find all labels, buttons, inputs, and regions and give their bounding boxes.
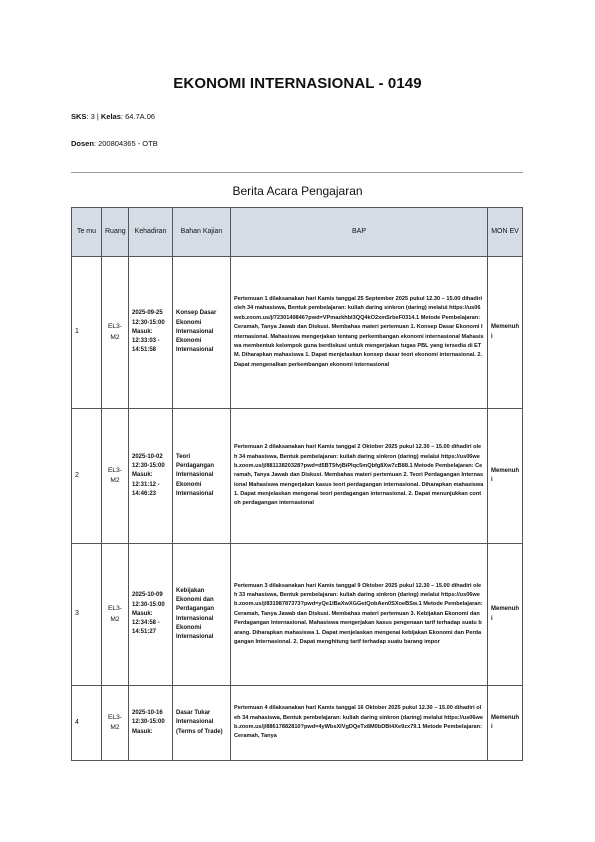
col-header-topic: Bahan Kajian — [173, 208, 231, 257]
bap-cell: Pertemuan 3 dilaksanakan hari Kamis tanggal 9 Oktober 2025 pukul 12.30 – 15.00 dihadiri oleh 33 mahasiswa, Bentuk pembelajaran: kuliah daring sinkron (daring) melalui https://us06web.zoom.us/j/83198787373?pwd=yQe1IBaXwXGGetQobAen0SXoeBSw.1 Metode Pembelajaran: Ceramah, Tanya Jawab dan Diskusi. Membahas materi pertemuan 3. Kebijakan Ekonomi dan Perdagangan Internasional. Mahasiswa mengerjakan kasus pengenaan tarif terhadap suatu barang. Diharapkan mahasiswa 1. Dapat menjelaskan mengenai kebijakan Ekonomi dan Perdagangan Internasional. 2. Dapat menghitung tarif terhadap suatu barang impor — [231, 544, 488, 686]
kelas-value: : 64.7A.06 — [120, 112, 156, 121]
room-cell: EL3-M2 — [102, 257, 129, 409]
col-header-attendance: Kehadiran — [129, 208, 173, 257]
meeting-number: 1 — [72, 257, 102, 409]
kelas-label: Kelas — [100, 112, 121, 121]
col-header-meeting: Te mu — [72, 208, 102, 257]
table-row — [72, 544, 523, 686]
sks-value: : 3 | — [86, 112, 101, 121]
attendance-cell: 2025-10-02 12:30-15:00 Masuk: 12:31:12 - 14:46:23 — [129, 409, 173, 544]
dosen-label: Dosen — [71, 139, 94, 148]
table-row — [72, 409, 523, 544]
section-title: Berita Acara Pengajaran — [232, 184, 363, 198]
meeting-number: 4 — [72, 686, 102, 761]
dosen-value: : 200804365 - OTB — [93, 139, 158, 148]
attendance-cell: 2025-10-09 12:30-15:00 Masuk: 12:34:58 - 14:51:27 — [129, 544, 173, 686]
col-header-bap: BAP — [231, 208, 488, 257]
col-header-room: Ruang — [102, 208, 129, 257]
monev-cell: Memenuhi — [488, 409, 523, 544]
topic-cell: Kebijakan Ekonomi dan Perdagangan Internasional Ekonomi Internasional — [173, 544, 231, 686]
monev-cell: Memenuhi — [488, 544, 523, 686]
table-row — [72, 686, 523, 761]
bap-cell: Pertemuan 2 dilaksanakan hari Kamis tanggal 2 Oktober 2025 pukul 12.30 – 15.00 dihadiri oleh 34 mahasiswa, Bentuk pembelajaran: kuliah daring sinkron (daring) melalui https://us06web.zoom.us/j/88113820328?pwd=d5BT5fvjBiPlqc5mQbfg8Xw7cB88.1 Metode Pembelajaran: Ceramah, Tanya Jawab dan Diskusi. Membahas materi pertemuan 2. Teori Perdagangan Internasional Mahasiswa mengerjakan kasus teori perdagangan internasional. Diharapkan mahasiswa 1. Dapat menjelaskan mengenai teori perdagangan internasional. 2. Dapat menunjukkan contoh perdagangan internasional — [231, 409, 488, 544]
page-title: EKONOMI INTERNASIONAL - 0149 — [173, 75, 422, 92]
room-cell: EL3-M2 — [102, 544, 129, 686]
bap-cell: Pertemuan 1 dilaksanakan hari Kamis tanggal 25 September 2025 pukul 12.30 – 15.00 dihadiri oleh 34 mahasiswa, Bentuk pembelajaran: kuliah daring sinkron (daring) melalui https://us06web.zoom.us/j/7230140846?pwd=VPmazkhbl3QQ4kO2xmSrbeF0314.1 Metode Pembelajaran: Ceramah, Tanya Jawab dan Diskusi. Membahas materi pertemuan 1. Konsep Dasar Ekonomi Internasional. Mahasiswa mengerjakan tentang perkembangan ekonomi internasional Mahasiswa membentuk kelompok guna berdiskusi untuk mengerjakan tugas PBL yang tersedia di ETM. Diharapkan mahasiswa 1. Dapat menjelaskan konsep dasar teori ekonomi internasional. 2. Dapat mengenalkan perkembangan ekonomi internasional — [231, 257, 488, 409]
attendance-cell: 2025-09-25 12:30-15:00 Masuk: 12:33:03 - 14:51:58 — [129, 257, 173, 409]
monev-cell: Memenuhi — [488, 686, 523, 761]
meeting-number: 3 — [72, 544, 102, 686]
topic-cell: Teori Perdagangan Internasional Ekonomi Internasional — [173, 409, 231, 544]
teaching-report-table — [71, 207, 523, 761]
attendance-cell: 2025-10-16 12:30-15:00 Masuk: — [129, 686, 173, 761]
room-cell: EL3-M2 — [102, 686, 129, 761]
topic-cell: Konsep Dasar Ekonomi Internasional Ekonomi Internasional — [173, 257, 231, 409]
table-header-row — [72, 208, 523, 257]
table-row — [72, 257, 523, 409]
topic-cell: Dasar Tukar Internasional (Terms of Trade) — [173, 686, 231, 761]
bap-cell: Pertemuan 4 dilaksanakan hari Kamis tanggal 16 Oktober 2025 pukul 12.30 – 15.00 dihadiri oleh 34 mahasiswa, Bentuk pembelajaran: kuliah daring sinkron (daring) melalui https://us06web.zoom.us/j/88617882810?pwd=4yWbsXIVgDQeTx8M0bDBt4Xe9zx79.1 Metode Pembelajaran: Ceramah, Tanya — [231, 686, 488, 761]
meeting-number: 2 — [72, 409, 102, 544]
sks-label: SKS — [71, 112, 87, 121]
monev-cell: Memenuhi — [488, 257, 523, 409]
room-cell: EL3-M2 — [102, 409, 129, 544]
col-header-monev: MON EV — [488, 208, 523, 257]
